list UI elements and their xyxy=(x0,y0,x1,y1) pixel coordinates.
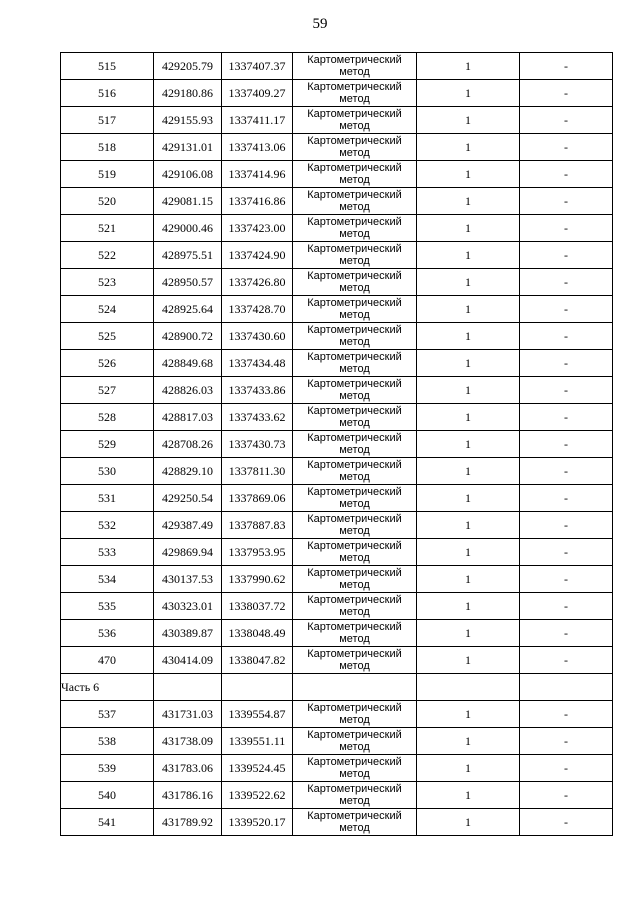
x-coordinate-cell: 430323.01 xyxy=(154,593,222,620)
accuracy-cell: 1 xyxy=(417,404,520,431)
y-coordinate-cell: 1337869.06 xyxy=(222,485,293,512)
method-text-line: метод xyxy=(339,714,370,726)
y-coordinate-cell: 1337414.96 xyxy=(222,161,293,188)
x-coordinate-cell: 428817.03 xyxy=(154,404,222,431)
method-text-line: Картометрический xyxy=(307,810,402,822)
empty-cell xyxy=(520,674,613,701)
accuracy-cell: 1 xyxy=(417,782,520,809)
method-text-line: Картометрический xyxy=(307,702,402,714)
table-row xyxy=(61,377,613,404)
method-text-line: метод xyxy=(339,579,370,591)
method-cell xyxy=(293,80,417,107)
accuracy-cell: 1 xyxy=(417,620,520,647)
note-cell: - xyxy=(520,458,613,485)
method-cell xyxy=(293,215,417,242)
point-number-cell: 538 xyxy=(61,728,154,755)
method-cell xyxy=(293,566,417,593)
method-text-line: Картометрический xyxy=(307,567,402,579)
note-cell: - xyxy=(520,539,613,566)
y-coordinate-cell: 1337413.06 xyxy=(222,134,293,161)
x-coordinate-cell: 431786.16 xyxy=(154,782,222,809)
x-coordinate-cell: 429387.49 xyxy=(154,512,222,539)
point-number-cell: 470 xyxy=(61,647,154,674)
table-row xyxy=(61,512,613,539)
y-coordinate-cell: 1337411.17 xyxy=(222,107,293,134)
x-coordinate-cell: 428708.26 xyxy=(154,431,222,458)
accuracy-cell: 1 xyxy=(417,539,520,566)
accuracy-cell: 1 xyxy=(417,647,520,674)
accuracy-cell: 1 xyxy=(417,350,520,377)
table-row xyxy=(61,53,613,80)
x-coordinate-cell: 431783.06 xyxy=(154,755,222,782)
x-coordinate-cell: 428900.72 xyxy=(154,323,222,350)
method-text-line: метод xyxy=(339,498,370,510)
method-text-line: Картометрический xyxy=(307,162,402,174)
table-row xyxy=(61,620,613,647)
method-text-line: метод xyxy=(339,822,370,834)
method-text-line: Картометрический xyxy=(307,513,402,525)
method-text-line: Картометрический xyxy=(307,270,402,282)
method-text-line: Картометрический xyxy=(307,108,402,120)
method-cell xyxy=(293,512,417,539)
method-cell xyxy=(293,593,417,620)
point-number-cell: 534 xyxy=(61,566,154,593)
point-number-cell: 540 xyxy=(61,782,154,809)
empty-cell xyxy=(154,674,222,701)
method-cell xyxy=(293,728,417,755)
method-text-line: Картометрический xyxy=(307,486,402,498)
note-cell: - xyxy=(520,242,613,269)
y-coordinate-cell: 1337428.70 xyxy=(222,296,293,323)
note-cell: - xyxy=(520,404,613,431)
method-text-line: Картометрический xyxy=(307,648,402,660)
accuracy-cell: 1 xyxy=(417,53,520,80)
note-cell: - xyxy=(520,485,613,512)
method-text-line: метод xyxy=(339,417,370,429)
x-coordinate-cell: 428925.64 xyxy=(154,296,222,323)
method-text-line: метод xyxy=(339,525,370,537)
point-number-cell: 536 xyxy=(61,620,154,647)
method-text-line: метод xyxy=(339,660,370,672)
y-coordinate-cell: 1339520.17 xyxy=(222,809,293,836)
x-coordinate-cell: 431789.92 xyxy=(154,809,222,836)
x-coordinate-cell: 429106.08 xyxy=(154,161,222,188)
y-coordinate-cell: 1339551.11 xyxy=(222,728,293,755)
table-row xyxy=(61,539,613,566)
y-coordinate-cell: 1337423.00 xyxy=(222,215,293,242)
x-coordinate-cell: 429250.54 xyxy=(154,485,222,512)
coordinates-table-body xyxy=(61,53,613,836)
method-text-line: метод xyxy=(339,768,370,780)
note-cell: - xyxy=(520,566,613,593)
point-number-cell: 537 xyxy=(61,701,154,728)
y-coordinate-cell: 1337430.60 xyxy=(222,323,293,350)
part-header-row xyxy=(61,674,613,701)
method-text-line: Картометрический xyxy=(307,297,402,309)
note-cell: - xyxy=(520,377,613,404)
y-coordinate-cell: 1337811.30 xyxy=(222,458,293,485)
note-cell: - xyxy=(520,134,613,161)
method-text-line: метод xyxy=(339,120,370,132)
method-cell xyxy=(293,188,417,215)
method-text-line: Картометрический xyxy=(307,54,402,66)
point-number-cell: 533 xyxy=(61,539,154,566)
method-cell xyxy=(293,701,417,728)
method-cell xyxy=(293,485,417,512)
note-cell: - xyxy=(520,161,613,188)
method-text-line: Картометрический xyxy=(307,216,402,228)
method-text-line: Картометрический xyxy=(307,729,402,741)
point-number-cell: 520 xyxy=(61,188,154,215)
note-cell: - xyxy=(520,215,613,242)
method-cell xyxy=(293,431,417,458)
accuracy-cell: 1 xyxy=(417,269,520,296)
accuracy-cell: 1 xyxy=(417,242,520,269)
method-text-line: метод xyxy=(339,741,370,753)
accuracy-cell: 1 xyxy=(417,755,520,782)
y-coordinate-cell: 1337887.83 xyxy=(222,512,293,539)
note-cell: - xyxy=(520,647,613,674)
accuracy-cell: 1 xyxy=(417,809,520,836)
note-cell: - xyxy=(520,593,613,620)
x-coordinate-cell: 428826.03 xyxy=(154,377,222,404)
table-row xyxy=(61,701,613,728)
y-coordinate-cell: 1338048.49 xyxy=(222,620,293,647)
note-cell: - xyxy=(520,269,613,296)
method-text-line: метод xyxy=(339,309,370,321)
note-cell: - xyxy=(520,431,613,458)
x-coordinate-cell: 431738.09 xyxy=(154,728,222,755)
method-text-line: Картометрический xyxy=(307,756,402,768)
y-coordinate-cell: 1337990.62 xyxy=(222,566,293,593)
method-cell xyxy=(293,107,417,134)
point-number-cell: 516 xyxy=(61,80,154,107)
method-text-line: метод xyxy=(339,174,370,186)
point-number-cell: 527 xyxy=(61,377,154,404)
method-cell xyxy=(293,242,417,269)
method-cell xyxy=(293,782,417,809)
method-text-line: метод xyxy=(339,633,370,645)
point-number-cell: 529 xyxy=(61,431,154,458)
accuracy-cell: 1 xyxy=(417,107,520,134)
accuracy-cell: 1 xyxy=(417,431,520,458)
point-number-cell: 517 xyxy=(61,107,154,134)
y-coordinate-cell: 1337433.62 xyxy=(222,404,293,431)
method-text-line: метод xyxy=(339,66,370,78)
accuracy-cell: 1 xyxy=(417,161,520,188)
note-cell: - xyxy=(520,809,613,836)
method-cell xyxy=(293,458,417,485)
table-row xyxy=(61,134,613,161)
method-cell xyxy=(293,134,417,161)
method-text-line: метод xyxy=(339,228,370,240)
table-row xyxy=(61,485,613,512)
note-cell: - xyxy=(520,188,613,215)
point-number-cell: 518 xyxy=(61,134,154,161)
y-coordinate-cell: 1339524.45 xyxy=(222,755,293,782)
point-number-cell: 521 xyxy=(61,215,154,242)
method-text-line: метод xyxy=(339,552,370,564)
x-coordinate-cell: 428975.51 xyxy=(154,242,222,269)
empty-cell xyxy=(222,674,293,701)
x-coordinate-cell: 431731.03 xyxy=(154,701,222,728)
method-text-line: Картометрический xyxy=(307,81,402,93)
note-cell: - xyxy=(520,296,613,323)
note-cell: - xyxy=(520,782,613,809)
method-text-line: метод xyxy=(339,282,370,294)
note-cell: - xyxy=(520,728,613,755)
x-coordinate-cell: 429205.79 xyxy=(154,53,222,80)
x-coordinate-cell: 429081.15 xyxy=(154,188,222,215)
x-coordinate-cell: 429155.93 xyxy=(154,107,222,134)
method-text-line: Картометрический xyxy=(307,783,402,795)
method-text-line: метод xyxy=(339,201,370,213)
method-cell xyxy=(293,620,417,647)
method-cell xyxy=(293,647,417,674)
accuracy-cell: 1 xyxy=(417,728,520,755)
method-text-line: Картометрический xyxy=(307,621,402,633)
note-cell: - xyxy=(520,620,613,647)
accuracy-cell: 1 xyxy=(417,296,520,323)
accuracy-cell: 1 xyxy=(417,134,520,161)
x-coordinate-cell: 428950.57 xyxy=(154,269,222,296)
method-cell xyxy=(293,539,417,566)
method-text-line: метод xyxy=(339,147,370,159)
y-coordinate-cell: 1337434.48 xyxy=(222,350,293,377)
x-coordinate-cell: 430137.53 xyxy=(154,566,222,593)
table-row xyxy=(61,458,613,485)
note-cell: - xyxy=(520,53,613,80)
y-coordinate-cell: 1337409.27 xyxy=(222,80,293,107)
method-cell xyxy=(293,296,417,323)
point-number-cell: 539 xyxy=(61,755,154,782)
note-cell: - xyxy=(520,323,613,350)
page-number: 59 xyxy=(312,16,328,32)
note-cell: - xyxy=(520,512,613,539)
method-text-line: Картометрический xyxy=(307,459,402,471)
accuracy-cell: 1 xyxy=(417,485,520,512)
method-cell xyxy=(293,755,417,782)
table-row xyxy=(61,161,613,188)
table-row xyxy=(61,566,613,593)
accuracy-cell: 1 xyxy=(417,701,520,728)
table-row xyxy=(61,755,613,782)
note-cell: - xyxy=(520,80,613,107)
y-coordinate-cell: 1337430.73 xyxy=(222,431,293,458)
x-coordinate-cell: 429131.01 xyxy=(154,134,222,161)
method-cell xyxy=(293,269,417,296)
method-text-line: метод xyxy=(339,363,370,375)
method-text-line: метод xyxy=(339,390,370,402)
table-row xyxy=(61,809,613,836)
x-coordinate-cell: 428849.68 xyxy=(154,350,222,377)
note-cell: - xyxy=(520,755,613,782)
method-text-line: Картометрический xyxy=(307,135,402,147)
method-text-line: Картометрический xyxy=(307,189,402,201)
point-number-cell: 526 xyxy=(61,350,154,377)
method-text-line: метод xyxy=(339,93,370,105)
point-number-cell: 523 xyxy=(61,269,154,296)
method-text-line: Картометрический xyxy=(307,324,402,336)
table-row xyxy=(61,107,613,134)
y-coordinate-cell: 1337426.80 xyxy=(222,269,293,296)
note-cell: - xyxy=(520,107,613,134)
table-row xyxy=(61,296,613,323)
y-coordinate-cell: 1337953.95 xyxy=(222,539,293,566)
method-cell xyxy=(293,53,417,80)
point-number-cell: 524 xyxy=(61,296,154,323)
table-row xyxy=(61,350,613,377)
method-text-line: Картометрический xyxy=(307,351,402,363)
note-cell: - xyxy=(520,701,613,728)
accuracy-cell: 1 xyxy=(417,512,520,539)
table-row xyxy=(61,323,613,350)
method-text-line: Картометрический xyxy=(307,432,402,444)
y-coordinate-cell: 1337416.86 xyxy=(222,188,293,215)
accuracy-cell: 1 xyxy=(417,215,520,242)
note-cell: - xyxy=(520,350,613,377)
accuracy-cell: 1 xyxy=(417,566,520,593)
method-cell xyxy=(293,323,417,350)
method-text-line: метод xyxy=(339,336,370,348)
accuracy-cell: 1 xyxy=(417,80,520,107)
y-coordinate-cell: 1337407.37 xyxy=(222,53,293,80)
y-coordinate-cell: 1339522.62 xyxy=(222,782,293,809)
table-row xyxy=(61,728,613,755)
table-row xyxy=(61,242,613,269)
accuracy-cell: 1 xyxy=(417,593,520,620)
table-row xyxy=(61,188,613,215)
method-text-line: метод xyxy=(339,606,370,618)
method-cell xyxy=(293,404,417,431)
empty-cell xyxy=(417,674,520,701)
method-text-line: метод xyxy=(339,255,370,267)
point-number-cell: 515 xyxy=(61,53,154,80)
method-text-line: Картометрический xyxy=(307,540,402,552)
method-text-line: Картометрический xyxy=(307,378,402,390)
method-text-line: метод xyxy=(339,795,370,807)
point-number-cell: 519 xyxy=(61,161,154,188)
accuracy-cell: 1 xyxy=(417,458,520,485)
x-coordinate-cell: 429869.94 xyxy=(154,539,222,566)
point-number-cell: 541 xyxy=(61,809,154,836)
table-row xyxy=(61,80,613,107)
table-row xyxy=(61,404,613,431)
point-number-cell: 525 xyxy=(61,323,154,350)
x-coordinate-cell: 430389.87 xyxy=(154,620,222,647)
accuracy-cell: 1 xyxy=(417,323,520,350)
table-row xyxy=(61,647,613,674)
accuracy-cell: 1 xyxy=(417,188,520,215)
accuracy-cell: 1 xyxy=(417,377,520,404)
point-number-cell: 532 xyxy=(61,512,154,539)
y-coordinate-cell: 1338047.82 xyxy=(222,647,293,674)
table-row xyxy=(61,431,613,458)
method-cell xyxy=(293,161,417,188)
method-text-line: Картометрический xyxy=(307,243,402,255)
point-number-cell: 528 xyxy=(61,404,154,431)
point-number-cell: 530 xyxy=(61,458,154,485)
y-coordinate-cell: 1337424.90 xyxy=(222,242,293,269)
coordinates-table xyxy=(60,52,613,836)
y-coordinate-cell: 1339554.87 xyxy=(222,701,293,728)
x-coordinate-cell: 429000.46 xyxy=(154,215,222,242)
x-coordinate-cell: 430414.09 xyxy=(154,647,222,674)
part-label: Часть 6 xyxy=(61,674,154,701)
method-cell xyxy=(293,377,417,404)
table-row xyxy=(61,269,613,296)
x-coordinate-cell: 428829.10 xyxy=(154,458,222,485)
point-number-cell: 522 xyxy=(61,242,154,269)
x-coordinate-cell: 429180.86 xyxy=(154,80,222,107)
method-cell xyxy=(293,809,417,836)
table-row xyxy=(61,215,613,242)
point-number-cell: 531 xyxy=(61,485,154,512)
method-text-line: Картометрический xyxy=(307,405,402,417)
method-text-line: метод xyxy=(339,444,370,456)
point-number-cell: 535 xyxy=(61,593,154,620)
method-cell xyxy=(293,350,417,377)
method-text-line: Картометрический xyxy=(307,594,402,606)
y-coordinate-cell: 1338037.72 xyxy=(222,593,293,620)
empty-cell xyxy=(293,674,417,701)
table-row xyxy=(61,593,613,620)
y-coordinate-cell: 1337433.86 xyxy=(222,377,293,404)
table-row xyxy=(61,782,613,809)
method-text-line: метод xyxy=(339,471,370,483)
